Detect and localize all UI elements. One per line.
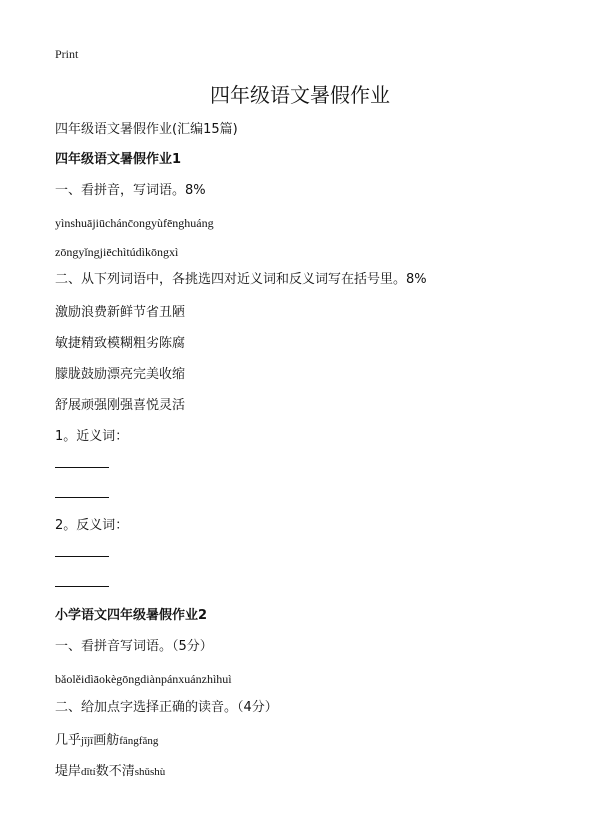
question-pinyin-writing-2: 一、看拼音写词语。（5分）	[55, 639, 213, 654]
pronunciation-item-1	[55, 732, 158, 750]
answer-blank-1	[55, 467, 109, 468]
question-pinyin-writing: 一、看拼音，写词语。8%	[55, 183, 206, 198]
pronunciation-item-2	[55, 763, 165, 781]
word-text: 几乎	[55, 733, 82, 748]
pinyin-options: jījī	[81, 735, 94, 747]
word-row-1: 激励浪费新鲜节省丑陋	[55, 305, 186, 320]
pinyin-options: fāngfǎng	[119, 735, 159, 747]
word-row-4: 舒展顽强刚强喜悦灵活	[55, 398, 186, 413]
section-heading-2: 小学语文四年级暑假作业2	[55, 608, 208, 623]
answer-blank-3	[55, 556, 109, 557]
print-label: Print	[55, 47, 79, 61]
document-subtitle: 四年级语文暑假作业(汇编15篇)	[55, 122, 238, 137]
section-heading-1: 四年级语文暑假作业1	[55, 152, 182, 167]
pinyin-options: shǔshù	[134, 766, 166, 778]
word-text: 堤岸	[55, 764, 82, 779]
word-row-3: 朦胧鼓励漂亮完美收缩	[55, 367, 186, 382]
question-synonyms-antonyms: 二、从下列词语中，各挑选四对近义词和反义词写在括号里。8%	[55, 272, 427, 287]
document-title: 四年级语文暑假作业	[210, 83, 390, 107]
answer-blank-4	[55, 586, 109, 587]
pinyin-line-1: yìnshuājiūchánc̄ongyùfēnghuáng	[55, 216, 214, 230]
word-text: 数不清	[95, 764, 135, 779]
word-text: 画舫	[93, 733, 120, 748]
answer-blank-2	[55, 497, 109, 498]
word-row-2: 敏捷精致模糊粗劣陈腐	[55, 336, 186, 351]
question-pronunciation: 二、给加点字选择正确的读音。（4分）	[55, 700, 278, 715]
antonyms-label: 2。反义词：	[55, 518, 129, 533]
synonyms-label: 1。近义词：	[55, 429, 129, 444]
pinyin-options: dītí	[81, 766, 96, 778]
pinyin-line-2: zōngyǐngjiēchìtúdìkōngxì	[55, 245, 179, 259]
pinyin-line-3: bǎolěidìāokègōngdiànpánxuánzhìhuì	[55, 672, 232, 686]
